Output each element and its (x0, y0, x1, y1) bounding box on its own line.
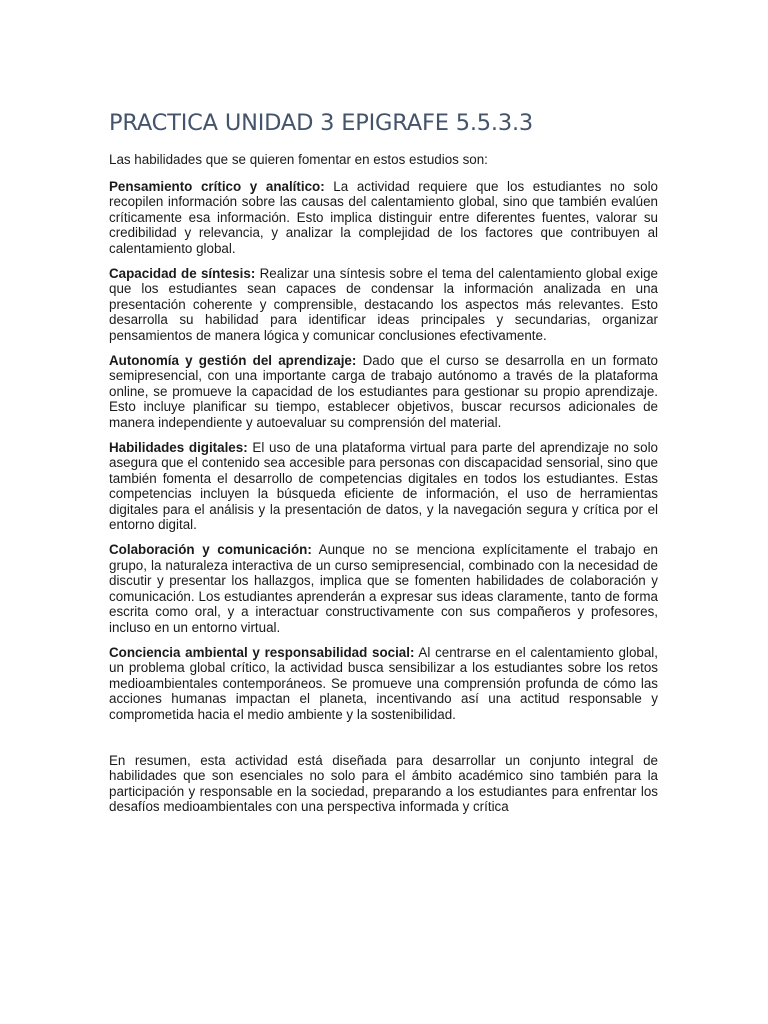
document-content (109, 108, 658, 824)
section-critical-thinking (109, 179, 658, 257)
section-body: Aunque no se menciona explícitamente el trabajo en grupo, la naturaleza interactiva de un curso semipresencial, combinado con la necesidad de discutir y presentar los hallazgos, implica que se fomenten habilidades de colaboración y comunicación. Los estudiantes aprenderán a expresar sus ideas claramente, tanto de forma escrita como oral, y a interactuar constructivamente con sus compañeros y profesores, incluso en un entorno virtual. (109, 542, 658, 636)
section-autonomy (109, 353, 658, 431)
section-body: La actividad requiere que los estudiantes no solo recopilen información sobre las causas del calentamiento global, sino que también evalúen críticamente esa información. Esto implica distinguir entre diferentes fuentes, valorar su credibilidad y relevancia, y analizar la complejidad de los factores que contribuyen al calentamiento global. (109, 178, 658, 256)
intro-paragraph: Las habilidades que se quieren fomentar en estos estudios son: (109, 152, 488, 167)
section-body: Dado que el curso se desarrolla en un formato semipresencial, con una importante carga de trabajo autónomo a través de la plataforma online, se promueve la capacidad de los estudiantes para gestionar su propio aprendizaje. Esto incluye planificar su tiempo, establecer objetivos, buscar recursos adicionales de manera independiente y autoevaluar su comprensión del material. (109, 352, 658, 430)
section-heading: Conciencia ambiental y responsabilidad social: (109, 644, 415, 660)
section-body: El uso de una plataforma virtual para parte del aprendizaje no solo asegura que el contenido sea accesible para personas con discapacidad sensorial, sino que también fomenta el desarrollo de competencias digitales en todos los estudiantes. Estas competencias incluyen la búsqueda eficiente de información, el uso de herramientas digitales para el análisis y la presentación de datos, y la navegación segura y crítica por el entorno digital. (109, 439, 658, 533)
section-collaboration (109, 542, 658, 636)
section-digital-skills (109, 440, 658, 534)
section-synthesis (109, 266, 658, 344)
section-environmental-awareness (109, 645, 658, 723)
document-title: PRACTICA UNIDAD 3 EPIGRAFE 5.5.3.3 (109, 110, 534, 136)
section-body: Realizar una síntesis sobre el tema del calentamiento global exige que los estudiantes sean capaces de condensar la información analizada en una presentación coherente y comprensible, destacando los aspectos más relevantes. Esto desarrolla su habilidad para identificar ideas principales y secundarias, organizar pensamientos de manera lógica y comunicar conclusiones efectivamente. (109, 265, 658, 343)
summary-paragraph: En resumen, esta actividad está diseñada para desarrollar un conjunto integral de habilidades que son esenciales no solo para el ámbito académico sino también para la participación y responsable en la sociedad, preparando a los estudiantes para enfrentar los desafíos medioambientales con una perspectiva informada y crítica (109, 752, 658, 815)
section-heading: Colaboración y comunicación: (109, 542, 312, 558)
section-heading: Pensamiento crítico y analítico: (109, 178, 325, 194)
section-heading: Capacidad de síntesis: (109, 265, 256, 281)
section-body: Al centrarse en el calentamiento global, un problema global crítico, la actividad busca sensibilizar a los estudiantes sobre los retos medioambientales contemporáneos. Se promueve una comprensión profunda de cómo las acciones humanas impactan el planeta, incentivando así una actitud responsable y comprometida hacia el medio ambiente y la sostenibilidad. (109, 644, 658, 722)
section-heading: Habilidades digitales: (109, 439, 248, 455)
section-heading: Autonomía y gestión del aprendizaje: (109, 352, 357, 368)
